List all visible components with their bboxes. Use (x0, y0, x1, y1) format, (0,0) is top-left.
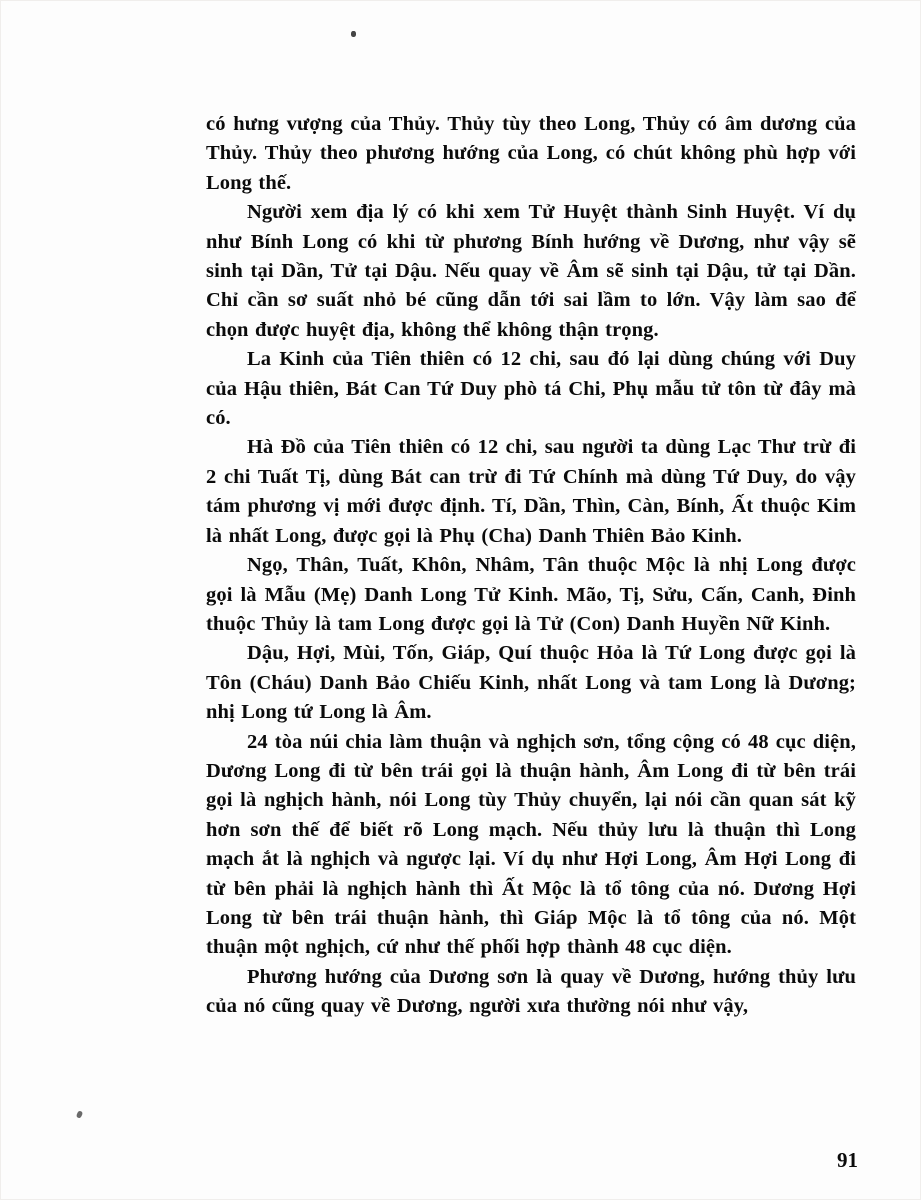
scan-artifact-speck-top (351, 31, 356, 37)
paragraph: Dậu, Hợi, Mùi, Tốn, Giáp, Quí thuộc Hỏa là Tứ Long được gọi là Tôn (Cháu) Danh Bảo Chiếu Kinh, nhất Long và tam Long là Dương; nhị Long tứ Long là Âm. (206, 642, 856, 724)
body-text-column (206, 110, 856, 1022)
paragraph: Phương hướng của Dương sơn là quay về Dương, hướng thủy lưu của nó cũng quay về Dương, người xưa thường nói như vậy, (206, 965, 856, 1018)
paragraph: có hưng vượng của Thủy. Thủy tùy theo Long, Thủy có âm dương của Thủy. Thủy theo phương hướng của Long, có chút không phù hợp với Long thế. (206, 113, 856, 194)
page-number: 91 (837, 1148, 858, 1172)
paragraph: Người xem địa lý có khi xem Tử Huyệt thành Sinh Huyệt. Ví dụ như Bính Long có khi từ phương Bính hướng về Dương, như vậy sẽ sinh tại Dần, Tử tại Dậu. Nếu quay về Âm sẽ sinh tại Dậu, tử tại Dần. Chỉ cần sơ suất nhỏ bé cũng dẫn tới sai lầm to lớn. Vậy làm sao để chọn được huyệt địa, không thể không thận trọng. (206, 201, 856, 341)
paragraph: Ngọ, Thân, Tuất, Khôn, Nhâm, Tân thuộc Mộc là nhị Long được gọi là Mẫu (Mẹ) Danh Long Tử Kinh. Mão, Tị, Sửu, Cấn, Canh, Đinh thuộc Thủy là tam Long được gọi là Tử (Con) Danh Huyền Nữ Kinh. (206, 554, 856, 635)
paragraph: La Kinh của Tiên thiên có 12 chi, sau đó lại dùng chúng với Duy của Hậu thiên, Bát Can Tứ Duy phò tá Chi, Phụ mẫu tử tôn từ đây mà có. (206, 348, 856, 430)
paragraph: Hà Đồ của Tiên thiên có 12 chi, sau người ta dùng Lạc Thư trừ đi 2 chi Tuất Tị, dùng Bát can trừ đi Tứ Chính mà dùng Tứ Duy, do vậy tám phương vị mới được định. Tí, Dần, Thìn, Càn, Bính, Ất thuộc Kim là nhất Long, được gọi là Phụ (Cha) Danh Thiên Bảo Kinh. (206, 436, 856, 547)
scan-artifact-speck-left (76, 1110, 83, 1118)
paragraph: 24 tòa núi chia làm thuận và nghịch sơn, tổng cộng có 48 cục diện, Dương Long đi từ bên trái gọi là thuận hành, Âm Long đi từ bên trái gọi là nghịch hành, nói Long tùy Thủy chuyển, lại nói cần quan sát kỹ hơn sơn thế để biết rõ Long mạch. Nếu thủy lưu là thuận thì Long mạch ắt là nghịch và ngược lại. Ví dụ như Hợi Long, Âm Hợi Long đi từ bên phải là nghịch hành thì Ất Mộc là tổ tông của nó. Dương Hợi Long từ bên trái thuận hành, thì Giáp Mộc là tổ tông của nó. Một thuận một nghịch, cứ như thế phối hợp thành 48 cục diện. (206, 730, 856, 959)
